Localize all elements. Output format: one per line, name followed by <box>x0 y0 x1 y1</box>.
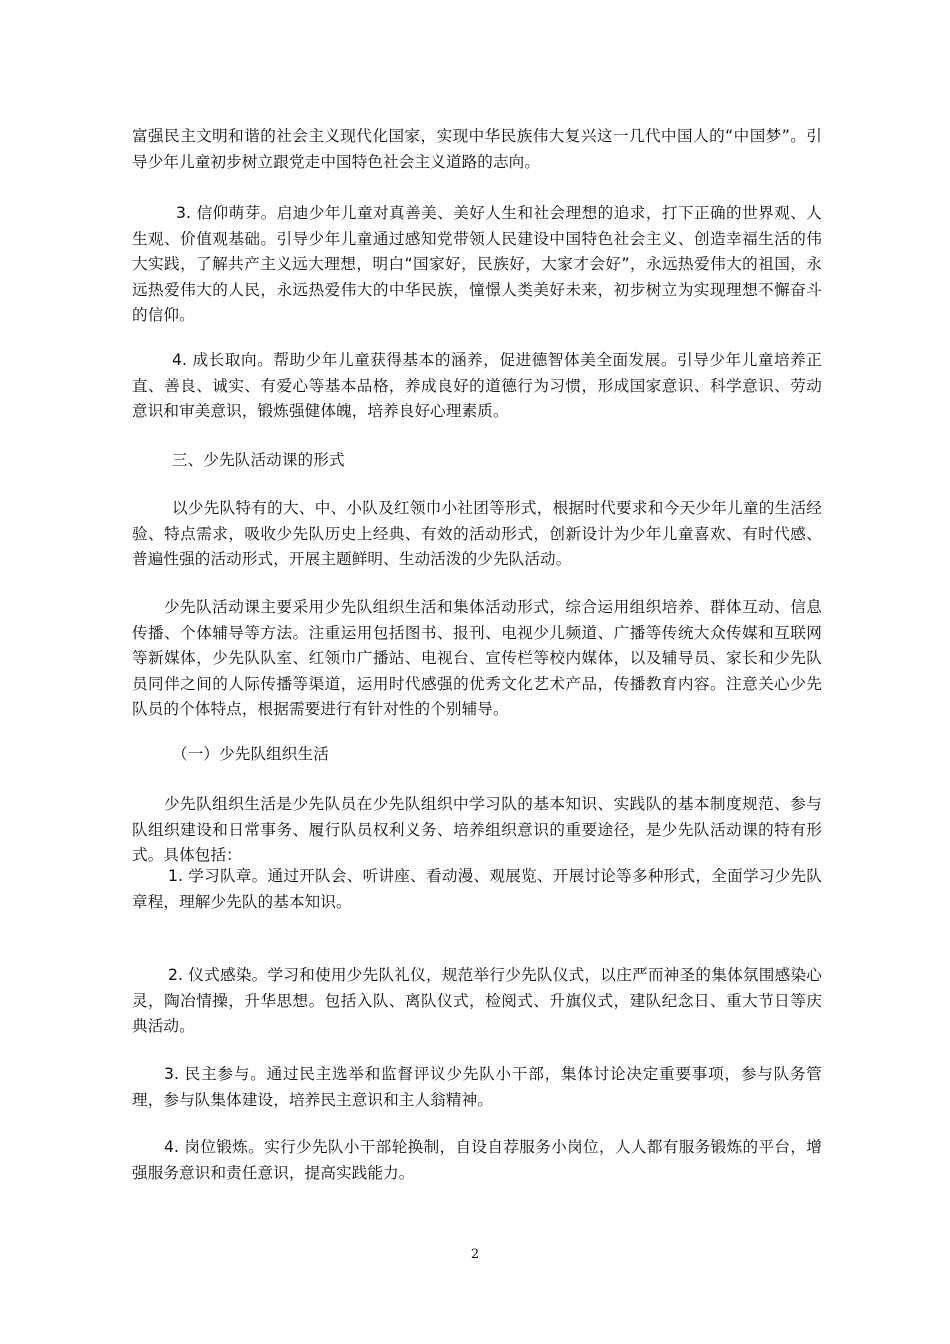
paragraph-item-democracy: 3. 民主参与。通过民主选举和监督评议少先队小干部，集体讨论决定重要事项，参与队务管理，参与队集体建设，培养民主意识和主人翁精神。 <box>132 1065 822 1109</box>
paragraph-item-charter: 1. 学习队章。通过开队会、听讲座、看动漫、观展览、开展讨论等多种形式，全面学习少先队章程，理解少先队的基本知识。 <box>132 867 822 911</box>
section-heading-forms: 三、少先队活动课的形式 <box>172 451 345 469</box>
paragraph-organization-life: 少先队组织生活是少先队员在少先队组织中学习队的基本知识、实践队的基本制度规范、参与队组织建设和日常事务、履行队员权利义务、培养组织意识的重要途径，是少先队活动课的特有形式。具体包括： <box>132 795 822 864</box>
paragraph-methods: 少先队活动课主要采用少先队组织生活和集体活动形式，综合运用组织培养、群体互动、信息传播、个体辅导等方法。注重运用包括图书、报刊、电视少儿频道、广播等传统大众传媒和互联网等新媒体，少先队队室、红领巾广播站、电视台、宣传栏等校内媒体，以及辅导员、家长和少先队员同伴之间的人际传播等渠道，运用时代感强的优秀文化艺术产品，传播教育内容。注意关心少先队员的个体特点，根据需要进行有针对性的个别辅导。 <box>132 598 822 718</box>
paragraph-forms-intro: 以少先队特有的大、中、小队及红领巾小社团等形式，根据时代要求和今天少年儿童的生活经验、特点需求，吸收少先队历史上经典、有效的活动形式，创新设计为少年儿童喜欢、有时代感、普遍性强的活动形式，开展主题鲜明、生动活泼的少先队活动。 <box>132 499 822 568</box>
subsection-heading-organization-life: （一）少先队组织生活 <box>172 745 329 763</box>
paragraph-item-post-training: 4. 岗位锻炼。实行少先队小干部轮换制，自设自荐服务小岗位，人人都有服务锻炼的平台，增强服务意识和责任意识，提高实践能力。 <box>132 1138 822 1182</box>
page-number: 2 <box>470 1247 480 1262</box>
paragraph-continuation: 富强民主文明和谐的社会主义现代化国家，实现中华民族伟大复兴这一几代中国人的“中国梦”。引导少年儿童初步树立跟党走中国特色社会主义道路的志向。 <box>132 127 822 171</box>
paragraph-item-ceremony: 2. 仪式感染。学习和使用少先队礼仪，规范举行少先队仪式，以庄严而神圣的集体氛围感染心灵，陶冶情操，升华思想。包括入队、离队仪式，检阅式、升旗仪式，建队纪念日、重大节日等庆典活动。 <box>132 966 822 1035</box>
paragraph-belief: 3. 信仰萌芽。启迪少年儿童对真善美、美好人生和社会理想的追求，打下正确的世界观、人生观、价值观基础。引导少年儿童通过感知党带领人民建设中国特色社会主义、创造幸福生活的伟大实践，了解共产主义远大理想，明白“国家好，民族好，大家才会好”，永远热爱伟大的祖国，永远热爱伟大的人民，永远热爱伟大的中华民族，憧憬人类美好未来，初步树立为实现理想不懈奋斗的信仰。 <box>132 204 822 324</box>
paragraph-growth: 4. 成长取向。帮助少年儿童获得基本的涵养，促进德智体美全面发展。引导少年儿童培养正直、善良、诚实、有爱心等基本品格，养成良好的道德行为习惯，形成国家意识、科学意识、劳动意识和审美意识，锻炼强健体魄，培养良好心理素质。 <box>132 351 822 420</box>
